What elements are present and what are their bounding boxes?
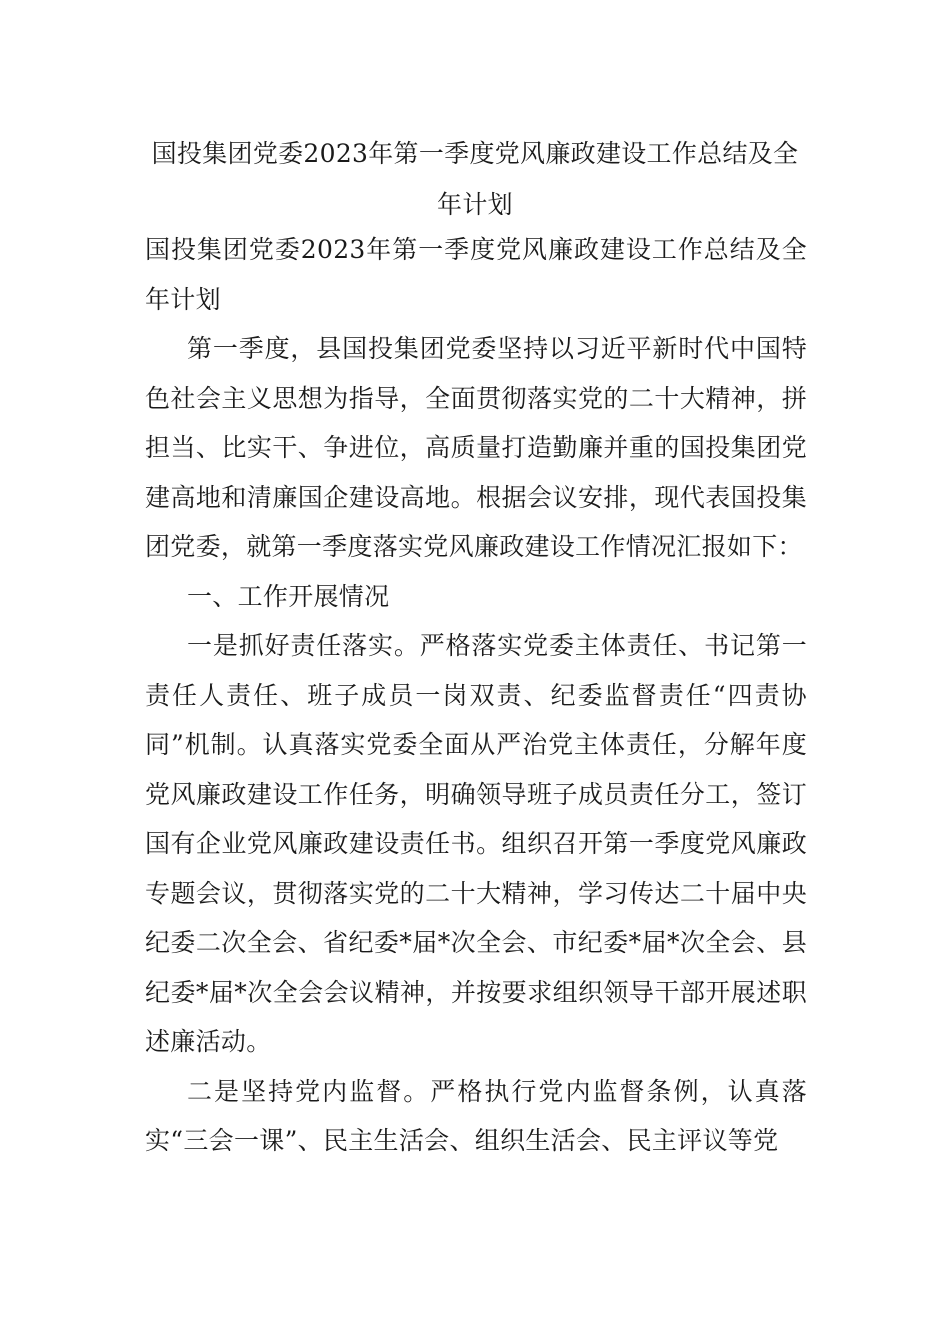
- section-heading: 一、工作开展情况: [187, 581, 390, 611]
- intro-paragraph: 第一季度，县国投集团党委坚持以习近平新时代中国特色社会主义思想为指导，全面贯彻落实党的二十大精神，拼担当、比实干、争进位，高质量打造勤廉并重的国投集团党建高地和清廉国企建设高地。根据会议安排，现代表国投集团党委，就第一季度落实党风廉政建设工作情况汇报如下：: [145, 334, 807, 561]
- repeated-title-paragraph: 国投集团党委2023年第一季度党风廉政建设工作总结及全年计划: [145, 235, 807, 314]
- document-body: [145, 225, 807, 1166]
- document-title: 国投集团党委2023年第一季度党风廉政建设工作总结及全年计划: [151, 139, 799, 219]
- supervision-paragraph: 二是坚持党内监督。严格执行党内监督条例，认真落实“三会一课”、民主生活会、组织生活会、民主评议等党: [145, 1076, 807, 1155]
- responsibility-paragraph: 一是抓好责任落实。严格落实党委主体责任、书记第一责任人责任、班子成员一岗双责、纪委监督责任“四责协同”机制。认真落实党委全面从严治党主体责任，分解年度党风廉政建设工作任务，明确领导班子成员责任分工，签订国有企业党风廉政建设责任书。组织召开第一季度党风廉政专题会议，贯彻落实党的二十大精神，学习传达二十届中央纪委二次全会、省纪委*届*次全会、市纪委*届*次全会、县纪委*届*次全会会议精神，并按要求组织领导干部开展述职述廉活动。: [145, 631, 807, 1056]
